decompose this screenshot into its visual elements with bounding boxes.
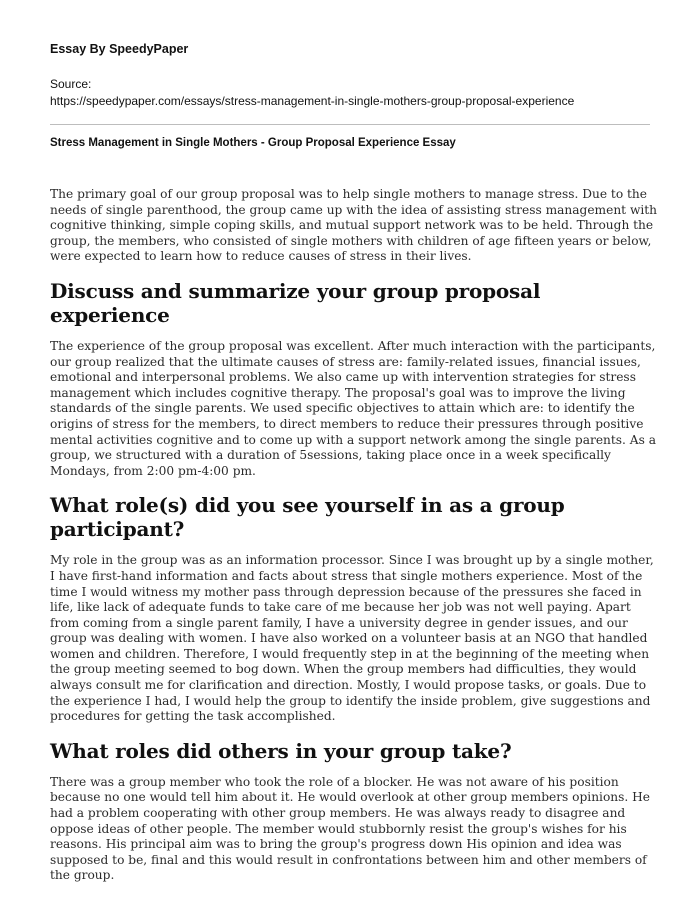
intro-paragraph: The primary goal of our group proposal was to help single mothers to manage stress. Due to the needs of single parenthood, the group came up with the idea of assisting stress management with cognitive thinking, simple coping skills, and mutual support network was to be held. Through the group, the members, who consisted of single mothers with children of age fifteen years or below, were expected to learn how to reduce causes of stress in their lives. (50, 187, 658, 264)
source-block (50, 76, 660, 110)
section-paragraph-participant-role: My role in the group was as an information processor. Since I was brought up by a single mother, I have first-hand information and facts about stress that single mothers experience. Most of the time I would witness my mother pass through depression because of the pressures she faced in life, like lack of adequate funds to take care of me because her job was not well paying. Apart from coming from a single parent family, I have a university degree in gender issues, and our group was dealing with women. I have also worked on a volunteer basis at an NGO that handled women and children. Therefore, I would frequently step in at the beginning of the meeting when the group meeting seemed to bog down. When the group members had difficulties, they would always consult me for clarification and direction. Mostly, I would propose tasks, or goals. Due to the experience I had, I would help the group to identify the inside problem, give suggestions and procedures for getting the task accomplished. (50, 553, 654, 724)
essay-byline: Essay By SpeedyPaper (50, 42, 189, 56)
document-title: Stress Management in Single Mothers - Group Proposal Experience Essay (50, 137, 456, 149)
section-heading-others-roles: What roles did others in your group take? (50, 738, 512, 763)
section-paragraph-others-roles: There was a group member who took the role of a blocker. He was not aware of his position because no one would tell him about it. He would overlook at other group members opinions. He had a problem cooperating with other group members. He was always ready to disagree and oppose ideas of other people. The member would stubbornly resist the group's wishes for his reasons. His principal aim was to bring the group's progress down His opinion and idea was supposed to be, final and this would result in confrontations between him and other members of the group. (50, 774, 650, 883)
section-heading-proposal-experience: Discuss and summarize your group proposal experience (50, 278, 541, 327)
section-heading-participant-role: What role(s) did you see yourself in as a group participant? (50, 493, 565, 542)
header-divider (50, 124, 650, 125)
essay-page (50, 42, 660, 898)
source-label: Source: (50, 77, 92, 91)
section-paragraph-proposal-experience: The experience of the group proposal was excellent. After much interaction with the participants, our group realized that the ultimate causes of stress are: family-related issues, financial issues, emotional and interpersonal problems. We also came up with intervention strategies for stress management which includes cognitive therapy. The proposal's goal was to improve the living standards of the single parents. We used specific objectives to attain which are: to identify the origins of stress for the members, to direct members to reduce their pressures through positive mental activities cognitive and to come up with a support network among the single parents. As a group, we structured with a duration of 5sessions, taking place once in a week specifically Mondays, from 2:00 pm-4:00 pm. (50, 338, 656, 478)
source-url-link[interactable]: https://speedypaper.com/essays/stress-management-in-single-mothers-group-proposal-experience (50, 94, 575, 108)
